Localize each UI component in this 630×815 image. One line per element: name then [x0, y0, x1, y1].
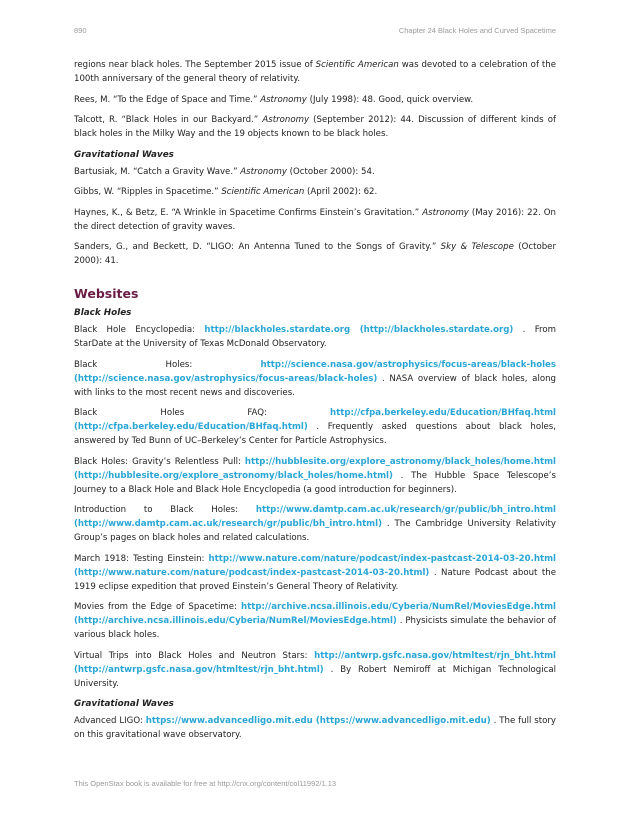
website-link[interactable]: https://www.advancedligo.mit.edu (https://www.advancedligo.mit.edu)	[145, 716, 491, 726]
reference-entry: Gibbs, W. “Ripples in Spacetime.” Scientific American (April 2002): 62.	[74, 187, 378, 197]
website-entry: Virtual Trips into Black Holes and Neutron Stars: http://antwrp.gsfc.nasa.gov/htmltest/rjn_bht.html (http://antwrp.gsfc.nasa.gov/htmltest/rjn_bht.html) . By Robert Nemiroff at Michigan Technological University.	[74, 650, 556, 689]
page-number: 890	[74, 26, 87, 35]
website-entry: Black Holes: Gravity’s Relentless Pull: http://hubblesite.org/explore_astronomy/black_holes/home.html (http://hubblesite.org/explore_astronomy/black_holes/home.html) . The Hubble Space Telescope’s Journey to a Black Hole and Black Hole Encyclopedia (a good introduction for beginners).	[74, 456, 556, 495]
running-footer: This OpenStax book is available for free at http://cnx.org/content/col11992/1.13	[74, 779, 337, 788]
website-entry: March 1918: Testing Einstein: http://www.nature.com/nature/podcast/index-pastcast-2014-03-20.html (http://www.nature.com/nature/podcast/index-pastcast-2014-03-20.html) . Nature Podcast about the 1919 eclipse expedition that proved Einstein’s General Theory of Relativity.	[74, 553, 556, 592]
website-link[interactable]: http://cfpa.berkeley.edu/Education/BHfaq.html (http://cfpa.berkeley.edu/Education/BHfaq.html)	[74, 408, 556, 432]
website-link[interactable]: http://www.damtp.cam.ac.uk/research/gr/public/bh_intro.html (http://www.damtp.cam.ac.uk/research/gr/public/bh_intro.html)	[74, 505, 556, 529]
reference-entry: Bartusiak, M. “Catch a Gravity Wave.” Astronomy (October 2000): 54.	[74, 166, 375, 177]
page-content	[74, 58, 556, 749]
website-link[interactable]: http://www.nature.com/nature/podcast/index-pastcast-2014-03-20.html (http://www.nature.com/nature/podcast/index-pastcast-2014-03-20.html)	[74, 553, 556, 578]
website-entry: Black Holes FAQ: http://cfpa.berkeley.edu/Education/BHfaq.html (http://cfpa.berkeley.edu/Education/BHfaq.html) . Frequently asked questions about black holes, answered by Ted Bunn of UC–Berkeley’s Center for Particle Astrophysics.	[74, 408, 556, 446]
reference-entry: Haynes, K., & Betz, E. “A Wrinkle in Spacetime Confirms Einstein’s Gravitation.” Astronomy (May 2016): 22. On the direct detection of gravity waves.	[74, 207, 556, 232]
website-link[interactable]: http://hubblesite.org/explore_astronomy/black_holes/home.html (http://hubblesite.org/explore_astronomy/black_holes/home.html)	[74, 456, 556, 481]
reference-entry: Talcott, R. “Black Holes in our Backyard.” Astronomy (September 2012): 44. Discussion of different kinds of black holes in the Milky Way and the 19 objects known to be black holes.	[74, 115, 556, 139]
reference-entry: Rees, M. “To the Edge of Space and Time.” Astronomy (July 1998): 48. Good, quick overview.	[74, 94, 474, 105]
subheading-gravitational-waves-websites: Gravitational Waves	[74, 699, 174, 709]
website-link[interactable]: http://science.nasa.gov/astrophysics/focus-areas/black-holes (http://science.nasa.gov/astrophysics/focus-areas/black-holes)	[74, 359, 556, 384]
website-entry: Black Hole Encyclopedia: http://blackholes.stardate.org (http://blackholes.stardate.org) . From StarDate at the University of Texas McDonald Observatory.	[74, 325, 556, 349]
reference-entry: Sanders, G., and Beckett, D. “LIGO: An Antenna Tuned to the Songs of Gravity.” Sky & Telescope (October 2000): 41.	[74, 242, 556, 266]
website-entry: Introduction to Black Holes: http://www.damtp.cam.ac.uk/research/gr/public/bh_intro.html (http://www.damtp.cam.ac.uk/research/gr/public/bh_intro.html) . The Cambridge University Relativity Group’s pages on black holes and related calculations.	[74, 505, 556, 543]
reference-entry: regions near black holes. The September 2015 issue of Scientific American was devoted to a celebration of the 100th anniversary of the general theory of relativity.	[74, 60, 557, 84]
subheading-gravitational-waves: Gravitational Waves	[74, 149, 174, 160]
website-link[interactable]: http://blackholes.stardate.org (http://blackholes.stardate.org)	[204, 325, 514, 335]
website-link[interactable]: http://archive.ncsa.illinois.edu/Cyberia/NumRel/MoviesEdge.html (http://archive.ncsa.illinois.edu/Cyberia/NumRel/MoviesEdge.html)	[74, 602, 556, 626]
chapter-title: Chapter 24 Black Holes and Curved Spacetime	[398, 26, 556, 35]
website-entry: Advanced LIGO: https://www.advancedligo.mit.edu (https://www.advancedligo.mit.edu) . The full story on this gravitational wave observatory.	[74, 716, 557, 740]
website-link[interactable]: http://antwrp.gsfc.nasa.gov/htmltest/rjn_bht.html (http://antwrp.gsfc.nasa.gov/htmltest/rjn_bht.html)	[74, 650, 556, 675]
website-entry: Black Holes: http://science.nasa.gov/astrophysics/focus-areas/black-holes (http://science.nasa.gov/astrophysics/focus-areas/black-holes) . NASA overview of black holes, along with links to the most recent news and discoveries.	[74, 359, 556, 398]
website-entry: Movies from the Edge of Spacetime: http://archive.ncsa.illinois.edu/Cyberia/NumRel/MoviesEdge.html (http://archive.ncsa.illinois.edu/Cyberia/NumRel/MoviesEdge.html) . Physicists simulate the behavior of various black holes.	[74, 602, 556, 640]
section-heading-websites: Websites	[74, 286, 139, 301]
subheading-black-holes: Black Holes	[74, 308, 132, 318]
